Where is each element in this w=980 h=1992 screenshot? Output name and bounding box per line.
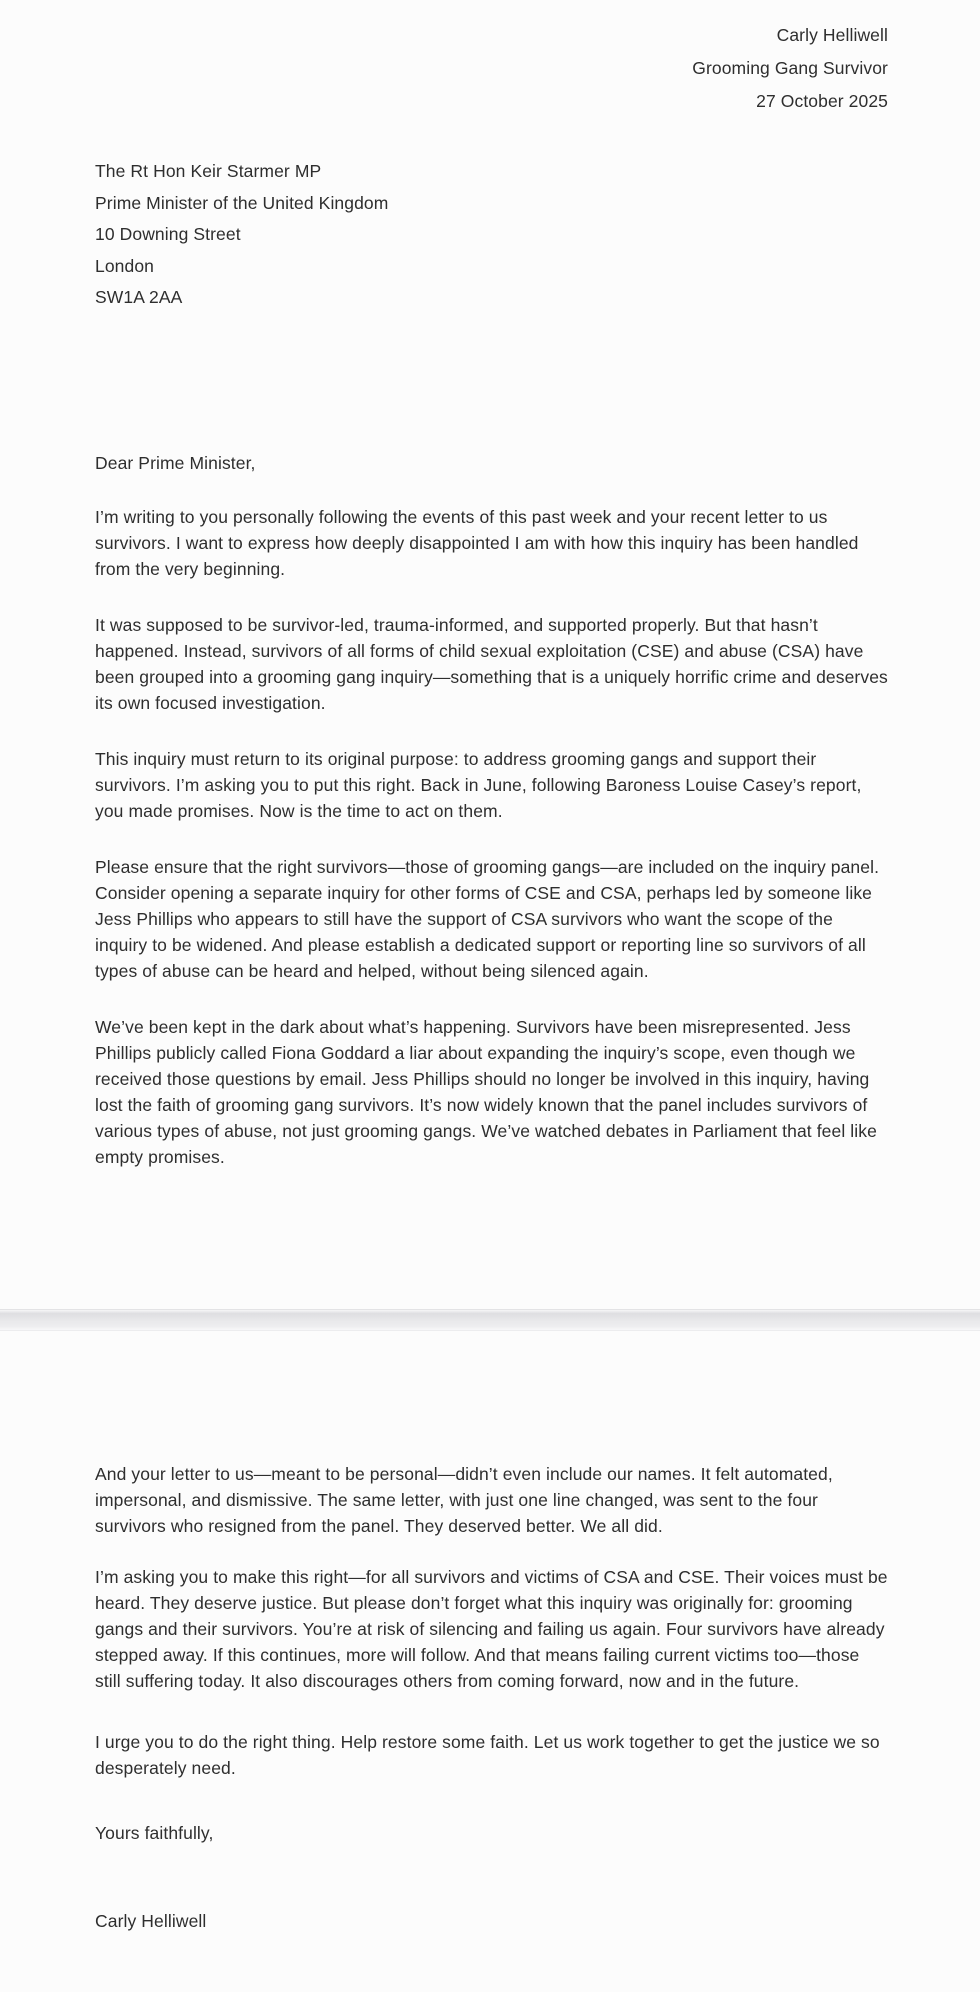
address-line-street: 10 Downing Street <box>95 224 241 244</box>
letter-date: 27 October 2025 <box>756 91 888 111</box>
address-line-recipient-name: The Rt Hon Keir Starmer MP <box>95 161 322 181</box>
body-paragraph-kept-in-dark: We’ve been kept in the dark about what’s happening. Survivors have been misrepresented. Jess Phillips publicly called Fiona Goddard a liar about expanding the inquiry’s scope, even though we received those questions by email. Jess Phillips should no longer be involved in this inquiry, having lost the faith of grooming gang survivors. It’s now widely known that the panel includes survivors of various types of abuse, not just grooming gangs. We’ve watched debates in Parliament that feel like empty promises. <box>95 1017 877 1167</box>
address-line-city: London <box>95 255 154 276</box>
sender-name: Carly Helliwell <box>776 25 888 45</box>
address-line-postcode: SW1A 2AA <box>95 287 183 307</box>
sender-title: Grooming Gang Survivor <box>692 58 888 78</box>
page-separator <box>0 1309 980 1331</box>
address-line-recipient-role: Prime Minister of the United Kingdom <box>95 192 389 213</box>
body-paragraph-panel-requests: Please ensure that the right survivors—those of grooming gangs—are included on the inquiry panel. Consider opening a separate inquiry for other forms of CSE and CSA, perhaps led by someone like Jess Phillips who appears to still have the support of CSA survivors who want the scope of the inquiry to be widened. And please establish a dedicated support or reporting line so survivors of all types of abuse can be heard and helped, without being silenced again. <box>95 857 880 981</box>
body-paragraph-survivor-led: It was supposed to be survivor-led, trauma-informed, and supported properly. But that hasn’t happened. Instead, survivors of all forms of child sexual exploitation (CSE) and abuse (CSA) have been grouped into a grooming gang inquiry—something that is a uniquely horrific crime and deserves its own focused investigation. <box>95 615 888 713</box>
body-paragraph-make-this-right: I’m asking you to make this right—for all survivors and victims of CSA and CSE. Their voices must be heard. They deserve justice. But please don’t forget what this inquiry was originally for: grooming gangs and their survivors. You’re at risk of silencing and failing us again. Four survivors have already stepped away. If this continues, more will follow. And that means failing current victims too—those still suffering today. It also discourages others from coming forward, now and in the future. <box>95 1567 888 1691</box>
letter-page-2 <box>0 1331 980 1992</box>
body-paragraph-urge: I urge you to do the right thing. Help restore some faith. Let us work together to get the justice we so desperately need. <box>95 1732 880 1778</box>
closing: Yours faithfully, <box>95 1823 214 1843</box>
body-paragraph-your-letter: And your letter to us—meant to be personal—didn’t even include our names. It felt automated, impersonal, and dismissive. The same letter, with just one line changed, was sent to the four survivors who resigned from the panel. They deserved better. We all did. <box>95 1464 833 1536</box>
signature-name: Carly Helliwell <box>95 1911 207 1931</box>
recipient-address-block <box>95 158 888 310</box>
body-paragraph-original-purpose: This inquiry must return to its original purpose: to address grooming gangs and support their survivors. I’m asking you to put this right. Back in June, following Baroness Louise Casey’s report, you made promises. Now is the time to act on them. <box>95 749 862 821</box>
body-paragraph-intro: I’m writing to you personally following the events of this past week and your recent letter to us survivors. I want to express how deeply disappointed I am with how this inquiry has been handled from the very beginning. <box>95 507 859 579</box>
salutation: Dear Prime Minister, <box>95 453 256 473</box>
sender-header-block <box>95 22 888 114</box>
